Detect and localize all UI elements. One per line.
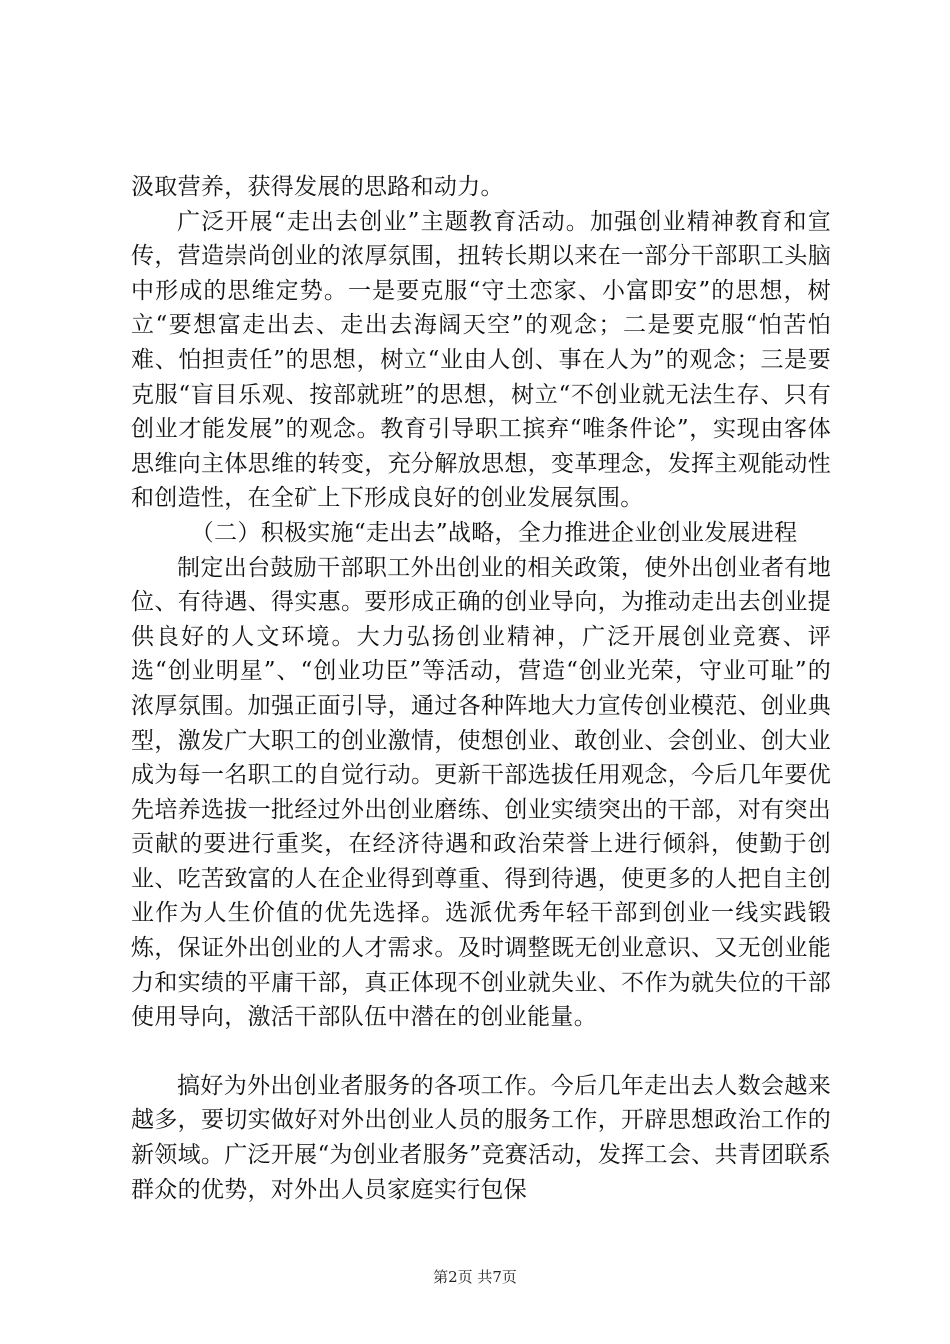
- paragraph-policy: 制定出台鼓励干部职工外出创业的相关政策，使外出创业者有地位、有待遇、得实惠。要形成正确的创业导向，为推动走出去创业提供良好的人文环境。大力弘扬创业精神，广泛开展创业竞赛、评选“创业明星”、“创业功臣”等活动，营造“创业光荣，守业可耻”的浓厚氛围。加强正面引导，通过各种阵地大力宣传创业模范、创业典型，激发广大职工的创业激情，使想创业、敢创业、会创业、创大业成为每一名职工的自觉行动。更新干部选拔任用观念，今后几年要优先培养选拔一批经过外出创业磨练、创业实绩突出的干部，对有突出贡献的要进行重奖，在经济待遇和政治荣誉上进行倾斜，使勤于创业、吃苦致富的人在企业得到尊重、得到待遇，使更多的人把自主创业作为人生价值的优先选择。选派优秀年轻干部到创业一线实践锻炼，保证外出创业的人才需求。及时调整既无创业意识、又无创业能力和实绩的平庸干部，真正体现不创业就失业、不作为就失位的干部使用导向，激活干部队伍中潜在的创业能量。: [131, 554, 831, 1031]
- paragraph-continuation: 汲取营养，获得发展的思路和动力。: [131, 174, 504, 200]
- paragraph-service: 搞好为外出创业者服务的各项工作。今后几年走出去人数会越来越多，要切实做好对外出创业人员的服务工作，开辟思想政治工作的新领域。广泛开展“为创业者服务”竞赛活动，发挥工会、共青团联系群众的优势，对外出人员家庭实行包保: [131, 1072, 831, 1203]
- document-body: [131, 170, 831, 1207]
- section-heading: （二）积极实施“走出去”战略，全力推进企业创业发展进程: [190, 519, 798, 546]
- page-number-footer: 第2页 共7页: [433, 1268, 517, 1286]
- paragraph-theme-education: 广泛开展“走出去创业”主题教育活动。加强创业精神教育和宣传，营造崇尚创业的浓厚氛围，扭转长期以来在一部分干部职工头脑中形成的思维定势。一是要克服“守土恋家、小富即安”的思想，树立“要想富走出去、走出去海阔天空”的观念；二是要克服“怕苦怕难、怕担责任”的思想，树立“业由人创、事在人为”的观念；三是要克服“盲目乐观、按部就班”的思想，树立“不创业就无法生存、只有创业才能发展”的观念。教育引导职工摈弃“唯条件论”，实现由客体思维向主体思维的转变，充分解放思想，变革理念，发挥主观能动性和创造性，在全矿上下形成良好的创业发展氛围。: [131, 208, 831, 512]
